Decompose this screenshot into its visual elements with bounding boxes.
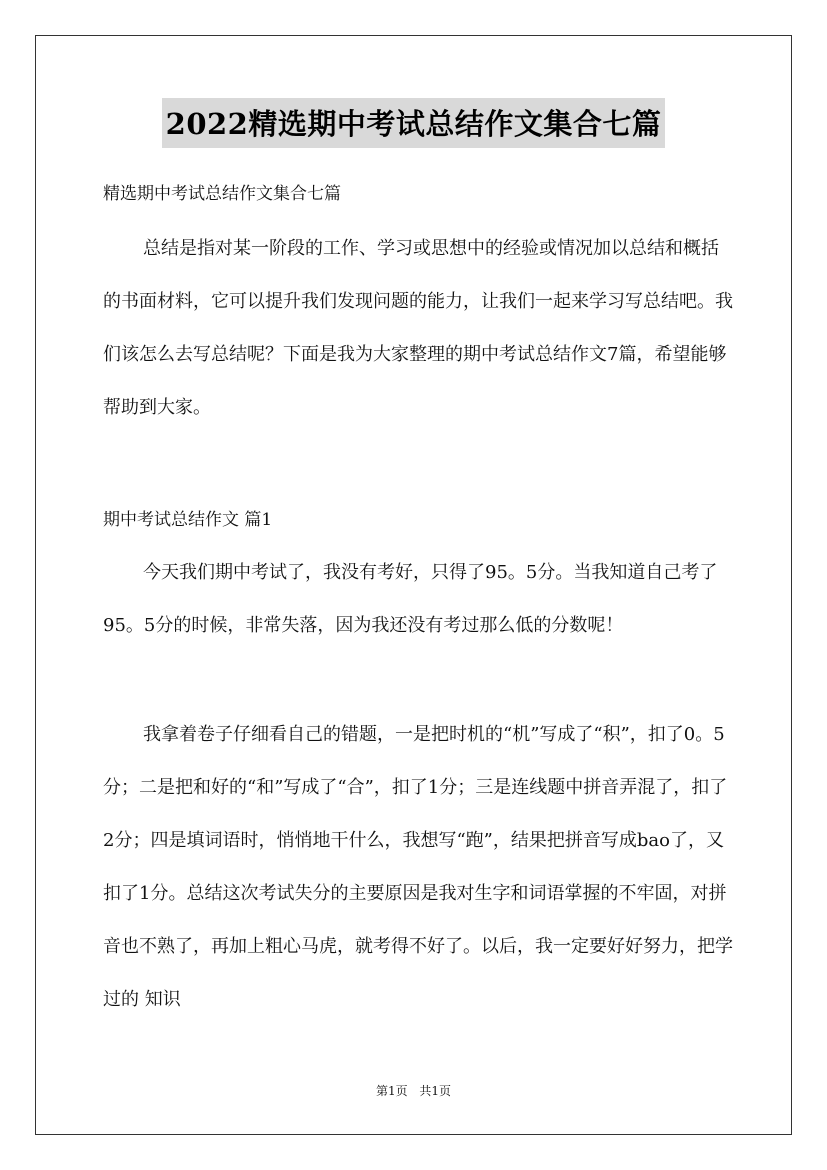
body-paragraph-1: 今天我们期中考试了，我没有考好，只得了95。5分。当我知道自己考了95。5分的时候，非常失落，因为我还没有考过那么低的分数呢！ <box>103 562 718 636</box>
intro-paragraph: 总结是指对某一阶段的工作、学习或思想中的经验或情况加以总结和概括的书面材料，它可以提升我们发现问题的能力，让我们一起来学习写总结吧。我们该怎么去写总结呢？下面是我为大家整理的期中考试总结作文7篇，希望能够帮助到大家。 <box>103 238 733 418</box>
page-footer <box>0 1082 827 1099</box>
document-title: 2022精选期中考试总结作文集合七篇 <box>162 98 666 148</box>
page-number: 第1页 <box>375 1084 408 1098</box>
document-subtitle: 精选期中考试总结作文集合七篇 <box>103 184 341 204</box>
page-total: 共1页 <box>419 1084 452 1098</box>
section-heading: 期中考试总结作文 篇1 <box>103 510 273 530</box>
title-container <box>0 98 827 148</box>
body-paragraph-2: 我拿着卷子仔细看自己的错题，一是把时机的“机”写成了“积”，扣了0。5分；二是把和好的“和”写成了“合”，扣了1分；三是连线题中拼音弄混了，扣了2分；四是填词语时，悄悄地干什么，我想写“跑”，结果把拼音写成bao了，又扣了1分。总结这次考试失分的主要原因是我对生字和词语掌握的不牢固，对拼音也不熟了，再加上粗心马虎，就考得不好了。以后，我一定要好好努力，把学过的 知识 <box>103 724 733 1010</box>
